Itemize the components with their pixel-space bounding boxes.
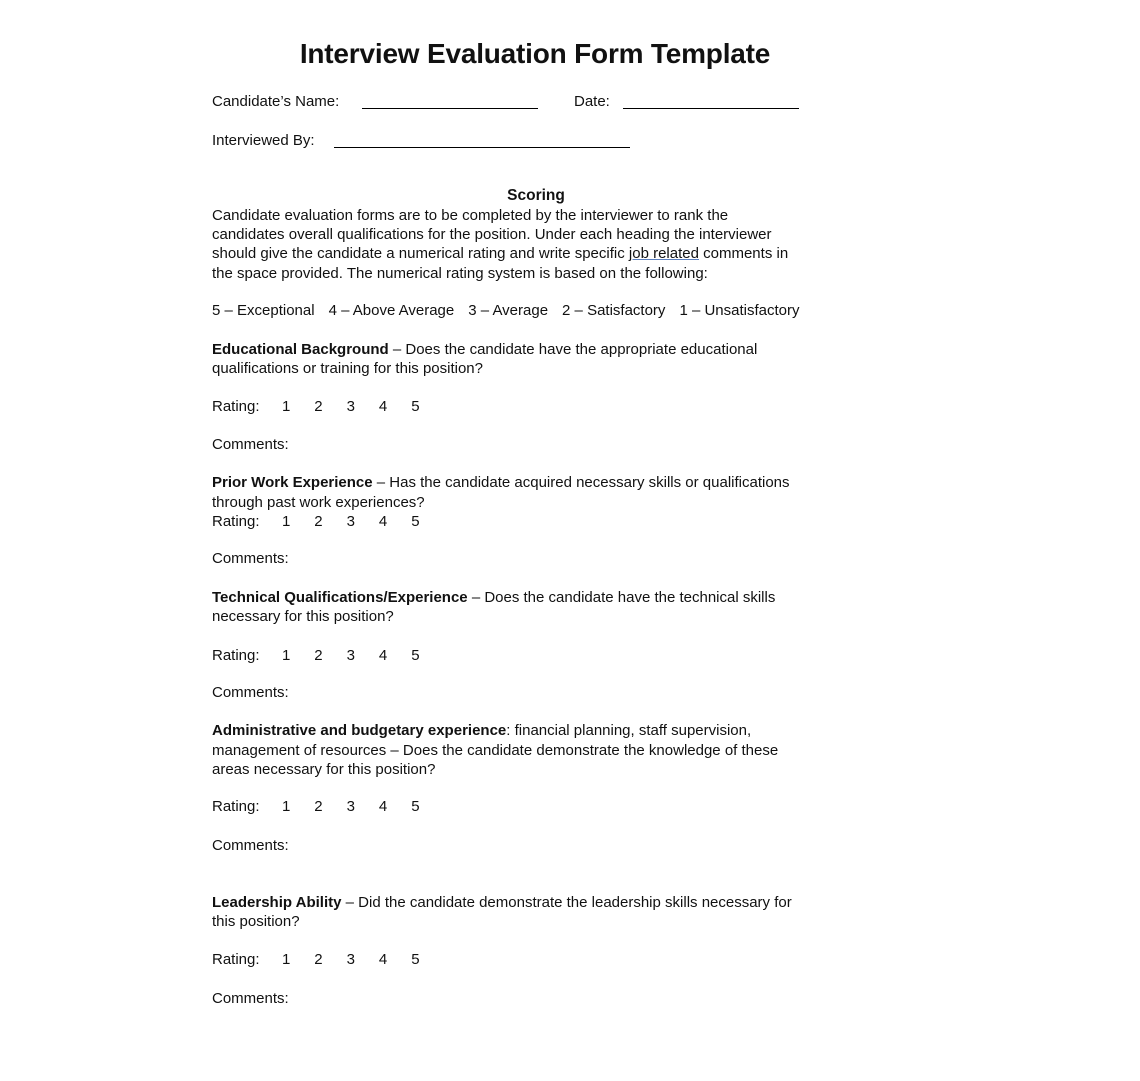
rating-option[interactable]: 1: [282, 647, 291, 664]
section-title: Prior Work Experience: [212, 474, 373, 491]
rating-label: Rating:: [212, 798, 260, 815]
rating-option[interactable]: 4: [378, 398, 388, 415]
interviewed-by-field[interactable]: [334, 147, 630, 148]
interviewed-by-label: Interviewed By:: [212, 132, 315, 149]
rating-option[interactable]: 4: [378, 951, 388, 968]
rating-option[interactable]: 1: [282, 951, 291, 968]
section-question: [212, 473, 790, 492]
rating-option[interactable]: 5: [411, 951, 420, 968]
scale-item: 1 – Unsatisfactory: [679, 302, 800, 319]
rating-option[interactable]: 5: [411, 647, 420, 664]
rating-option[interactable]: 3: [346, 513, 355, 530]
section-title: Leadership Ability: [212, 894, 342, 911]
rating-option[interactable]: 5: [411, 513, 420, 530]
rating-option[interactable]: 2: [314, 798, 323, 815]
comments-label: Comments:: [212, 550, 289, 567]
intro-text: should give the candidate a numerical rating and write specific: [212, 245, 629, 262]
rating-option[interactable]: 1: [282, 513, 291, 530]
scale-item: 5 – Exceptional: [212, 302, 315, 319]
section-title: Technical Qualifications/Experience: [212, 589, 468, 606]
section-text: – Has the candidate acquired necessary skills or qualifications: [372, 474, 790, 491]
section-text: – Did the candidate demonstrate the leadership skills necessary for: [341, 894, 792, 911]
scoring-intro-line: the space provided. The numerical rating system is based on the following:: [212, 265, 708, 282]
intro-text: comments in: [698, 245, 789, 262]
section-title: Educational Background: [212, 341, 389, 358]
section-question: [212, 340, 757, 359]
rating-option[interactable]: 3: [346, 798, 355, 815]
job-related-text: job related: [628, 245, 699, 262]
section-question-cont: necessary for this position?: [212, 608, 394, 625]
rating-option[interactable]: 4: [378, 647, 388, 664]
section-question-cont: management of resources – Does the candidate demonstrate the knowledge of these: [212, 742, 779, 759]
section-text: – Does the candidate have the technical skills: [467, 589, 776, 606]
scoring-intro-line: candidates overall qualifications for the position. Under each heading the interviewer: [212, 226, 772, 243]
section-text: – Does the candidate have the appropriate educational: [388, 341, 758, 358]
rating-row: [212, 950, 443, 969]
section-question: [212, 588, 775, 607]
section-question-cont: this position?: [212, 913, 300, 930]
rating-option[interactable]: 1: [282, 398, 291, 415]
rating-option[interactable]: 3: [346, 398, 355, 415]
section-question: [212, 893, 792, 912]
rating-scale: [212, 301, 800, 320]
section-question-cont: qualifications or training for this position?: [212, 360, 483, 377]
comments-label: Comments:: [212, 837, 289, 854]
rating-option[interactable]: 2: [314, 513, 323, 530]
rating-row: [212, 797, 443, 816]
rating-row: [212, 397, 443, 416]
section-question: [212, 721, 751, 740]
scoring-intro-line: [212, 244, 788, 263]
scoring-intro-line: Candidate evaluation forms are to be completed by the interviewer to rank the: [212, 207, 729, 224]
section-text: : financial planning, staff supervision,: [506, 722, 752, 739]
rating-label: Rating:: [212, 398, 260, 415]
rating-label: Rating:: [212, 647, 260, 664]
scoring-heading: Scoring: [507, 187, 565, 204]
candidate-name-field[interactable]: [362, 108, 538, 109]
scale-item: 3 – Average: [468, 302, 549, 319]
rating-option[interactable]: 2: [314, 398, 323, 415]
rating-option[interactable]: 2: [314, 951, 323, 968]
scale-item: 2 – Satisfactory: [562, 302, 666, 319]
rating-row: [212, 512, 443, 531]
rating-option[interactable]: 5: [411, 798, 420, 815]
section-question-cont: areas necessary for this position?: [212, 761, 436, 778]
rating-option[interactable]: 2: [314, 647, 323, 664]
date-field[interactable]: [623, 108, 799, 109]
section-question-cont: through past work experiences?: [212, 494, 425, 511]
rating-option[interactable]: 3: [346, 647, 355, 664]
section-title: Administrative and budgetary experience: [212, 722, 507, 739]
rating-option[interactable]: 5: [411, 398, 420, 415]
comments-label: Comments:: [212, 684, 289, 701]
date-label: Date:: [574, 93, 610, 110]
rating-label: Rating:: [212, 951, 260, 968]
rating-option[interactable]: 4: [378, 513, 388, 530]
rating-row: [212, 646, 443, 665]
candidate-name-label: Candidate’s Name:: [212, 93, 340, 110]
comments-label: Comments:: [212, 436, 289, 453]
scale-item: 4 – Above Average: [328, 302, 455, 319]
comments-label: Comments:: [212, 990, 289, 1007]
rating-option[interactable]: 3: [346, 951, 355, 968]
rating-label: Rating:: [212, 513, 260, 530]
rating-option[interactable]: 1: [282, 798, 291, 815]
page-title: Interview Evaluation Form Template: [299, 38, 771, 69]
rating-option[interactable]: 4: [378, 798, 388, 815]
